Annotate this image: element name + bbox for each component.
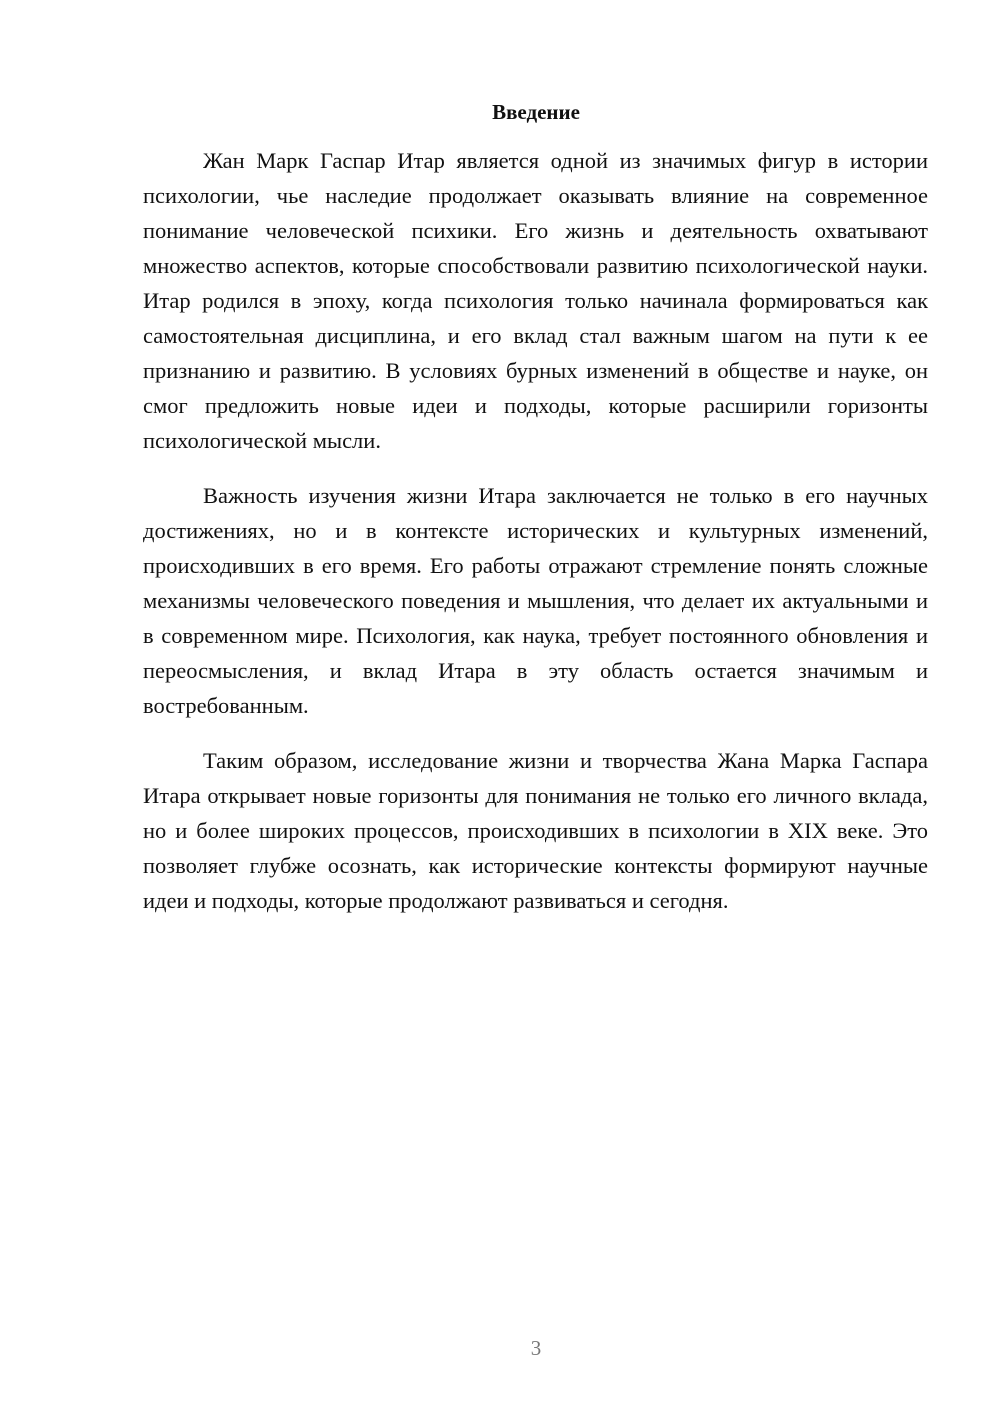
paragraph-3: Таким образом, исследование жизни и творчества Жана Марка Гаспара Итара открывает новые горизонты для понимания не только его личного вклада, но и более широких процессов, происходивших в психологии в XIX веке. Это позволяет глубже осознать, как исторические контексты формируют научные идеи и подходы, которые продолжают развиваться и сегодня. xyxy=(143,748,928,913)
page-number: 3 xyxy=(530,1336,542,1360)
paragraph-2: Важность изучения жизни Итара заключается не только в его научных достижениях, но и в контексте исторических и культурных изменений, происходивших в его время. Его работы отражают стремление понять сложные механизмы человеческого поведения и мышления, что делает их актуальными и в современном мире. Психология, как наука, требует постоянного обновления и переосмысления, и вклад Итара в эту область остается значимым и востребованным. xyxy=(143,483,928,718)
document-body xyxy=(143,143,928,938)
paragraph-1: Жан Марк Гаспар Итар является одной из значимых фигур в истории психологии, чье наследие продолжает оказывать влияние на современное понимание человеческой психики. Его жизнь и деятельность охватывают множество аспектов, которые способствовали развитию психологической науки. Итар родился в эпоху, когда психология только начинала формироваться как самостоятельная дисциплина, и его вклад стал важным шагом на пути к ее признанию и развитию. В условиях бурных изменений в обществе и науке, он смог предложить новые идеи и подходы, которые расширили горизонты психологической мысли. xyxy=(143,148,928,453)
page-title: Введение xyxy=(492,100,580,124)
